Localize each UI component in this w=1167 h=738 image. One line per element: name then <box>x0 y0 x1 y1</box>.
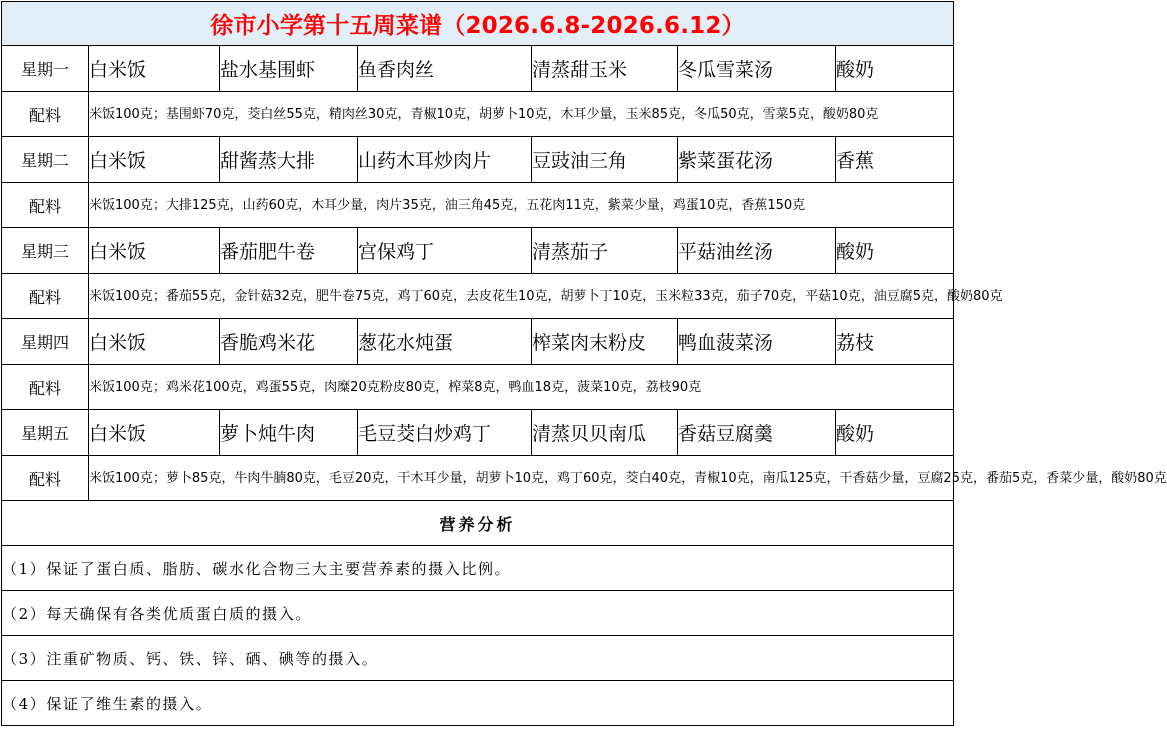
dish-soup: 紫菜蛋花汤 <box>678 137 836 183</box>
dish-soup: 香菇豆腐羹 <box>678 410 836 456</box>
ingredients-text: 米饭100克；番茄55克，金针菇32克，肥牛卷75克，鸡丁60克，去皮花生10克，胡萝卜丁10克，玉米粒33克，茄子70克，平菇10克，油豆腐5克，酸奶80克 <box>89 274 954 319</box>
day-label: 星期一 <box>2 46 89 92</box>
dish-side: 毛豆茭白炒鸡丁 <box>358 410 532 456</box>
nutrition-heading-row <box>2 501 954 546</box>
nutrition-item: （2）每天确保有各类优质蛋白质的摄入。 <box>2 591 954 636</box>
dish-vegetable: 清蒸贝贝南瓜 <box>532 410 678 456</box>
dish-vegetable: 豆豉油三角 <box>532 137 678 183</box>
ingredients-row-tuesday <box>2 183 954 228</box>
nutrition-row <box>2 636 954 681</box>
dish-vegetable: 清蒸茄子 <box>532 228 678 274</box>
day-label: 星期五 <box>2 410 89 456</box>
dish-soup: 鸭血菠菜汤 <box>678 319 836 365</box>
title-row <box>2 2 954 46</box>
dish-main: 萝卜炖牛肉 <box>220 410 358 456</box>
menu-title: 徐市小学第十五周菜谱（2026.6.8-2026.6.12） <box>2 2 954 46</box>
dish-extra: 酸奶 <box>836 46 954 92</box>
dish-main: 甜酱蒸大排 <box>220 137 358 183</box>
dish-staple: 白米饭 <box>89 319 220 365</box>
dish-main: 香脆鸡米花 <box>220 319 358 365</box>
ingredients-text: 米饭100克；鸡米花100克，鸡蛋55克，肉糜20克粉皮80克，榨菜8克，鸭血18克，菠菜10克，荔枝90克 <box>89 365 954 410</box>
day-label: 星期四 <box>2 319 89 365</box>
dish-side: 葱花水炖蛋 <box>358 319 532 365</box>
dish-staple: 白米饭 <box>89 46 220 92</box>
dish-extra: 酸奶 <box>836 410 954 456</box>
nutrition-row <box>2 681 954 726</box>
dish-extra: 酸奶 <box>836 228 954 274</box>
ingredients-row-friday <box>2 456 954 501</box>
nutrition-row <box>2 546 954 591</box>
ingredients-row-thursday <box>2 365 954 410</box>
day-label: 星期三 <box>2 228 89 274</box>
day-row-tuesday <box>2 137 954 183</box>
dish-side: 宫保鸡丁 <box>358 228 532 274</box>
day-label: 星期二 <box>2 137 89 183</box>
ingredients-label: 配料 <box>2 92 89 137</box>
dish-soup: 平菇油丝汤 <box>678 228 836 274</box>
dish-staple: 白米饭 <box>89 410 220 456</box>
dish-extra: 香蕉 <box>836 137 954 183</box>
dish-main: 番茄肥牛卷 <box>220 228 358 274</box>
dish-extra: 荔枝 <box>836 319 954 365</box>
dish-vegetable: 清蒸甜玉米 <box>532 46 678 92</box>
ingredients-row-wednesday <box>2 274 954 319</box>
day-row-wednesday <box>2 228 954 274</box>
ingredients-text: 米饭100克；基围虾70克，茭白丝55克，精肉丝30克，青椒10克，胡萝卜10克，木耳少量，玉米85克，冬瓜50克，雪菜5克，酸奶80克 <box>89 92 954 137</box>
dish-staple: 白米饭 <box>89 137 220 183</box>
nutrition-item: （1）保证了蛋白质、脂肪、碳水化合物三大主要营养素的摄入比例。 <box>2 546 954 591</box>
ingredients-text: 米饭100克；萝卜85克，牛肉牛腩80克，毛豆20克，干木耳少量，胡萝卜10克，鸡丁60克，茭白40克，青椒10克，南瓜125克，干香菇少量，豆腐25克，番茄5克，香菜少量，酸奶80克 <box>89 456 954 501</box>
dish-staple: 白米饭 <box>89 228 220 274</box>
nutrition-item: （4）保证了维生素的摄入。 <box>2 681 954 726</box>
nutrition-item: （3）注重矿物质、钙、铁、锌、硒、碘等的摄入。 <box>2 636 954 681</box>
ingredients-text: 米饭100克；大排125克，山药60克，木耳少量，肉片35克，油三角45克，五花肉11克，紫菜少量，鸡蛋10克，香蕉150克 <box>89 183 954 228</box>
nutrition-row <box>2 591 954 636</box>
dish-vegetable: 榨菜肉末粉皮 <box>532 319 678 365</box>
dish-side: 鱼香肉丝 <box>358 46 532 92</box>
dish-side: 山药木耳炒肉片 <box>358 137 532 183</box>
day-row-thursday <box>2 319 954 365</box>
ingredients-row-monday <box>2 92 954 137</box>
dish-main: 盐水基围虾 <box>220 46 358 92</box>
ingredients-label: 配料 <box>2 365 89 410</box>
day-row-monday <box>2 46 954 92</box>
weekly-menu-table <box>1 1 1167 726</box>
day-row-friday <box>2 410 954 456</box>
nutrition-heading: 营养分析 <box>2 501 954 546</box>
dish-soup: 冬瓜雪菜汤 <box>678 46 836 92</box>
ingredients-label: 配料 <box>2 274 89 319</box>
ingredients-label: 配料 <box>2 456 89 501</box>
ingredients-label: 配料 <box>2 183 89 228</box>
